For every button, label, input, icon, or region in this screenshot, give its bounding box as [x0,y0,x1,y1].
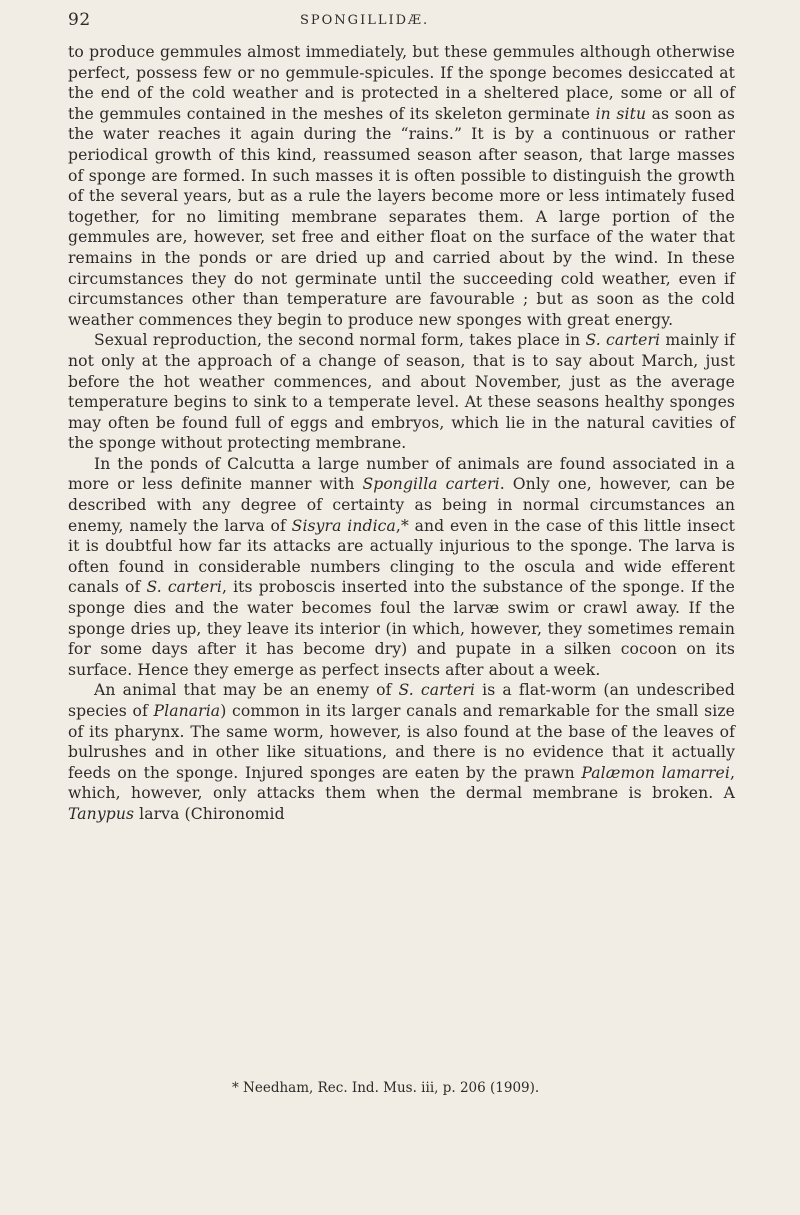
italic-text: S. carteri [146,578,222,597]
paragraph [68,680,735,824]
text-run: is a flat-worm (an undescribed species of [68,681,735,720]
italic-text: Sisyra indica [291,516,396,535]
page-number: 92 [68,10,91,30]
text-run: as soon as the water reaches it again during the “rains.” It is by a continuous or rather periodical growth of this kind, reassumed season after season, that large masses of sponge are formed. In such masses it is often possible to distinguish the growth of the several years, but as a rule the layers become more or less intimately fused together, for no limiting membrane separates them. A large portion of the gemmules are, however, set free and either float on the surface of the water that remains in the ponds or are dried up and carried about by the wind. In these circumstances they do not germinate until the succeeding cold weather, even if circumstances other than temperature are favourable ; but as soon as the cold weather commences they begin to produce new sponges with great energy. [68,104,735,329]
text-run: , which, however, only attacks them when the dermal membrane is broken. A [68,763,736,803]
page-header [0,0,800,48]
text-run: Sexual reproduction, the second normal form, takes place in [94,331,586,350]
text-run: . Only one, however, can be described with any degree of certainty as being in normal circumstances an enemy, namely the larva of [68,475,735,535]
paragraph [68,42,735,330]
text-run: larva (Chironomid [134,804,285,823]
text-run: , its proboscis inserted into the substance of the sponge. If the sponge dies and the water becomes foul the larvæ swim or crawl away. If the sponge dries up, they leave its interior (in which, however, they sometimes remain for some days after it has become dry) and pupate in a silken cocoon on its surface. Hence they emerge as perfect insects after about a week. [68,578,736,679]
footnote: * Needham, Rec. Ind. Mus. iii, p. 206 (1909). [232,1080,540,1096]
italic-text: Palæmon lamarrei [581,763,730,782]
text-run: to produce gemmules almost immediately, but these gemmules although otherwise perfect, possess few or no gemmule-spicules. If the sponge becomes desiccated at the end of the cold weather and is protected in a sheltered place, some or all of the gemmules contained in the meshes of its skeleton germinate [68,43,735,123]
text-run: mainly if not only at the approach of a change of season, that is to say about March, just before the hot weather commences, and about November, just as the average temperature begins to sink to a temperate level. At these seasons healthy sponges may often be found full of eggs and embryos, which lie in the natural cavities of the sponge without protecting membrane. [68,331,735,453]
paragraph [68,454,735,681]
italic-text: Spongilla carteri [362,475,500,494]
running-head: SPONGILLIDÆ. [300,13,430,28]
italic-text: Planaria [153,702,221,720]
text-run: In the ponds of Calcutta a large number of animals are found associated in a more or less definite manner with [68,454,735,494]
italic-text: in situ [595,104,647,123]
body-text [68,42,735,825]
italic-text: Tanypus [68,804,135,823]
text-run: ) common in its larger canals and remarkable for the small size of its pharynx. The same worm, however, is also found at the base of the leaves of bulrushes and in other like situations, and there is no evidence that it actually feeds on the sponge. Injured sponges are eaten by the prawn [68,702,736,782]
paragraph [68,330,735,454]
text-run: ,* and even in the case of this little insect it is doubtful how far its attacks are actually injurious to the sponge. The larva is often found in considerable numbers clinging to the oscula and wide efferent canals of [68,516,735,597]
italic-text: S. carteri [398,681,476,700]
text-run: An animal that may be an enemy of [94,681,399,700]
italic-text: S. carteri [585,331,661,350]
